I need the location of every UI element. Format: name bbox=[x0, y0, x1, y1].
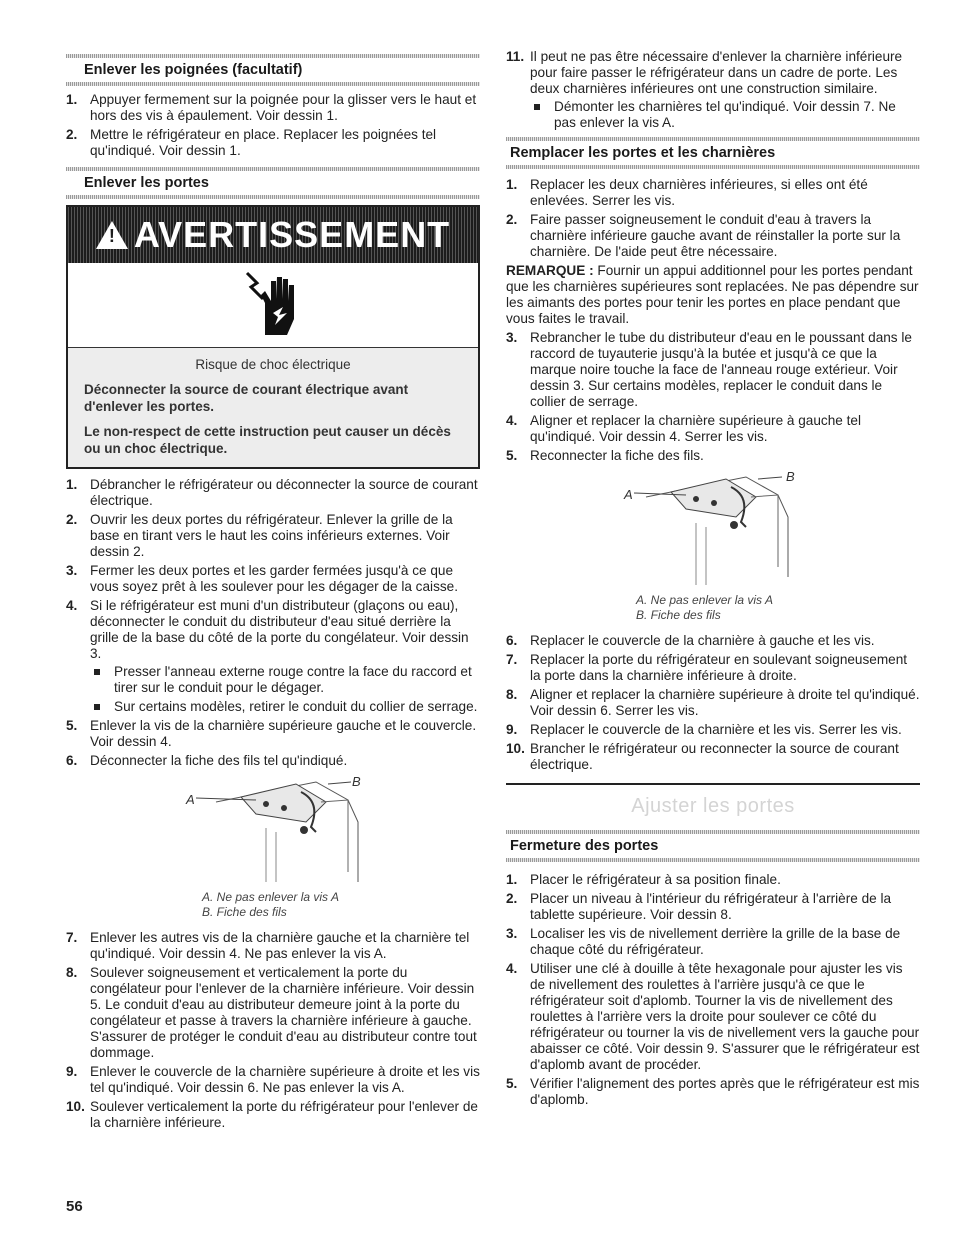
list-item: 5. Vérifier l'alignement des portes après que le réfrigérateur est mis d'aplomb. bbox=[506, 1076, 920, 1107]
list-item: 7. Enlever les autres vis de la charnière gauche et la charnière tel qu'indiqué. Voir dessin 4. Ne pas enlever la vis A. bbox=[66, 930, 470, 961]
steps-doors bbox=[66, 477, 480, 769]
figure-label-a: A bbox=[624, 487, 633, 502]
steps-replace-continued bbox=[506, 330, 920, 464]
steps-closing bbox=[506, 872, 920, 1108]
electric-shock-hand-icon bbox=[68, 263, 478, 348]
list-item: 3. Fermer les deux portes et les garder fermées jusqu'à ce que vous soyez prêt à les soulever pour les dégager de la caisse. bbox=[66, 563, 458, 594]
warning-header bbox=[68, 207, 478, 263]
list-item: 7. Replacer la porte du réfrigérateur en soulevant soigneusement la porte dans la charnière inférieure à droite. bbox=[506, 652, 908, 683]
warning-body bbox=[68, 348, 478, 467]
list-item: 1. Débrancher le réfrigérateur ou déconnecter la source de courant électrique. bbox=[66, 477, 478, 508]
warning-line-2: Le non-respect de cette instruction peut causer un décès ou un choc électrique. bbox=[84, 424, 451, 456]
list-item: 6. Replacer le couvercle de la charnière à gauche et les vis. bbox=[506, 633, 875, 648]
steps-replace bbox=[506, 177, 920, 260]
list-item: 1. Replacer les deux charnières inférieures, si elles ont été enlevées. Serrer les vis. bbox=[506, 177, 868, 208]
list-item: 5. Enlever la vis de la charnière supérieure gauche et le couvercle. Voir dessin 4. bbox=[66, 718, 477, 749]
remark-label: REMARQUE : bbox=[506, 263, 594, 278]
figure-caption-a: A. Ne pas enlever la vis A bbox=[202, 890, 339, 904]
list-item: 9. Replacer le couvercle de la charnière et les vis. Serrer les vis. bbox=[506, 722, 902, 737]
figure-label-b: B bbox=[786, 469, 795, 484]
section-heading-handles: Enlever les poignées (facultatif) bbox=[84, 62, 303, 78]
list-item: 8. Soulever soigneusement et verticalement la porte du congélateur pour l'enlever de la charnière inférieure. Voir dessin 5. Le conduit d'eau au distributeur demeure joint à la porte du congélateur et passe à travers la charnière inférieure à gauche. S'assurer de protéger le conduit d'eau au distributeur contre tout dommage. bbox=[66, 965, 477, 1060]
hinge-illustration bbox=[66, 772, 480, 890]
divider bbox=[506, 165, 920, 169]
divider bbox=[66, 195, 480, 199]
figure-caption-b: B. Fiche des fils bbox=[636, 608, 721, 622]
warning-triangle-icon: ! bbox=[96, 221, 128, 249]
list-item: 10. Soulever verticalement la porte du réfrigérateur pour l'enlever de la charnière inférieure. bbox=[66, 1099, 478, 1130]
steps-replace-final bbox=[506, 633, 920, 773]
list-item: 1. Placer le réfrigérateur à sa position finale. bbox=[506, 872, 781, 887]
list-item: 4. Aligner et replacer la charnière supérieure à gauche tel qu'indiqué. Voir dessin 4. Serrer les vis. bbox=[506, 413, 861, 444]
figure-caption-a: A. Ne pas enlever la vis A bbox=[636, 593, 773, 607]
list-item: 2. Placer un niveau à l'intérieur du réfrigérateur à l'arrière de la tablette supérieure. Voir dessin 8. bbox=[506, 891, 892, 922]
section-title-adjust: Ajuster les portes bbox=[631, 795, 795, 817]
figure-label-b: B bbox=[352, 774, 361, 789]
steps-doors-continued bbox=[66, 930, 480, 1131]
list-item: 1. Appuyer fermement sur la poignée pour la glisser vers le haut et hors des vis à épaulement. Voir dessin 1. bbox=[66, 92, 477, 123]
steps-handles bbox=[66, 92, 480, 159]
section-heading-replace: Remplacer les portes et les charnières bbox=[510, 145, 776, 161]
page-number: 56 bbox=[66, 1198, 83, 1215]
hinge-illustration bbox=[506, 467, 920, 593]
list-item: 2. Faire passer soigneusement le conduit d'eau à travers la charnière inférieure gauche avant de réinstaller la porte sur la charnière. De l'aide peut être nécessaire. bbox=[506, 212, 901, 259]
divider bbox=[66, 82, 480, 86]
warning-line-1: Déconnecter la source de courant électrique avant d'enlever les portes. bbox=[84, 382, 409, 414]
list-item: 2. Ouvrir les deux portes du réfrigérateur. Enlever la grille de la base en tirant vers le haut les coins inférieurs externes. Voir dessin 2. bbox=[66, 512, 453, 559]
list-item: 10. Brancher le réfrigérateur ou reconnecter la source de courant électrique. bbox=[506, 741, 899, 772]
list-item: 3. Rebrancher le tube du distributeur d'eau en le poussant dans le raccord de tuyauterie jusqu'à la butée et jusqu'à ce que la marque noire touche la face de l'anneau rouge extérieur. Voir dessin 3. Sur certains modèles, replacer le conduit dans le collier de serrage. bbox=[506, 330, 912, 409]
list-item: 4. Si le réfrigérateur est muni d'un distributeur (glaçons ou eau), déconnecter le conduit du distributeur d'eau situé derrière la grille de la base du côté de la porte du congélateur. Voir dessin 3. Presser l'anneau externe rouge contre la face du raccord et tirer sur le conduit pour le dégager. Sur certains modèles, retirer le conduit du collier de serrage. bbox=[66, 598, 480, 715]
hinge-figure-left bbox=[66, 772, 480, 890]
bullet-item: Démonter les charnières tel qu'indiqué. Voir dessin 7. Ne pas enlever la vis A. bbox=[530, 99, 920, 131]
list-item: 11. Il peut ne pas être nécessaire d'enlever la charnière inférieure pour faire passer le réfrigérateur dans un cadre de porte. Les deux charnières inférieures ont une construction similaire. Démonter les charnières tel qu'indiqué. Voir dessin 7. Ne pas enlever la vis A. bbox=[506, 49, 920, 131]
figure-label-a: A bbox=[186, 792, 195, 807]
bullet-list bbox=[90, 664, 480, 715]
list-item: 8. Aligner et replacer la charnière supérieure à droite tel qu'indiqué. Voir dessin 6. Serrer les vis. bbox=[506, 687, 920, 718]
bullet-list bbox=[530, 99, 920, 131]
bullet-item: Presser l'anneau externe rouge contre la face du raccord et tirer sur le conduit pour le dégager. bbox=[90, 664, 480, 696]
warning-title: AVERTISSEMENT bbox=[133, 214, 451, 255]
divider bbox=[506, 858, 920, 862]
steps-step11 bbox=[506, 49, 920, 131]
remark-paragraph bbox=[506, 263, 920, 327]
warning-risk: Risque de choc électrique bbox=[195, 357, 351, 372]
remark-text: Fournir un appui additionnel pour les portes pendant que les charnières supérieures sont replacées. Ne pas dépendre sur les aimants des portes pour tenir les portes en place pendant que vous faites le travail. bbox=[506, 263, 919, 326]
list-item: 5. Reconnecter la fiche des fils. bbox=[506, 448, 704, 463]
section-heading-closing: Fermeture des portes bbox=[510, 838, 659, 854]
list-item: 2. Mettre le réfrigérateur en place. Replacer les poignées tel qu'indiqué. Voir dessin 1. bbox=[66, 127, 437, 158]
bullet-item: Sur certains modèles, retirer le conduit du collier de serrage. bbox=[90, 699, 480, 715]
hinge-figure-right bbox=[506, 467, 920, 593]
left-column bbox=[66, 0, 480, 1134]
section-heading-doors: Enlever les portes bbox=[84, 175, 209, 191]
list-item: 6. Déconnecter la fiche des fils tel qu'indiqué. bbox=[66, 753, 348, 768]
right-column bbox=[506, 0, 920, 1111]
list-item: 4. Utiliser une clé à douille à tête hexagonale pour ajuster les vis de nivellement des roulettes à l'arrière jusqu'à ce que le réfrigérateur soit d'aplomb. Tourner la vis de nivellement des roulettes à l'arrière vers la droite pour soulever ce côté du réfrigérateur ou tourner la vis de nivellement vers la gauche pour abaisser ce côté. Voir dessin 9. S'assurer que le réfrigérateur est d'aplomb avant de procéder. bbox=[506, 961, 920, 1072]
list-item: 3. Localiser les vis de nivellement derrière la grille de la base de chaque côté du réfrigérateur. bbox=[506, 926, 901, 957]
figure-caption-b: B. Fiche des fils bbox=[202, 905, 287, 919]
list-item: 9. Enlever le couvercle de la charnière supérieure à droite et les vis tel qu'indiqué. Voir dessin 6. Ne pas enlever la vis A. bbox=[66, 1064, 480, 1095]
warning-box bbox=[66, 205, 480, 469]
